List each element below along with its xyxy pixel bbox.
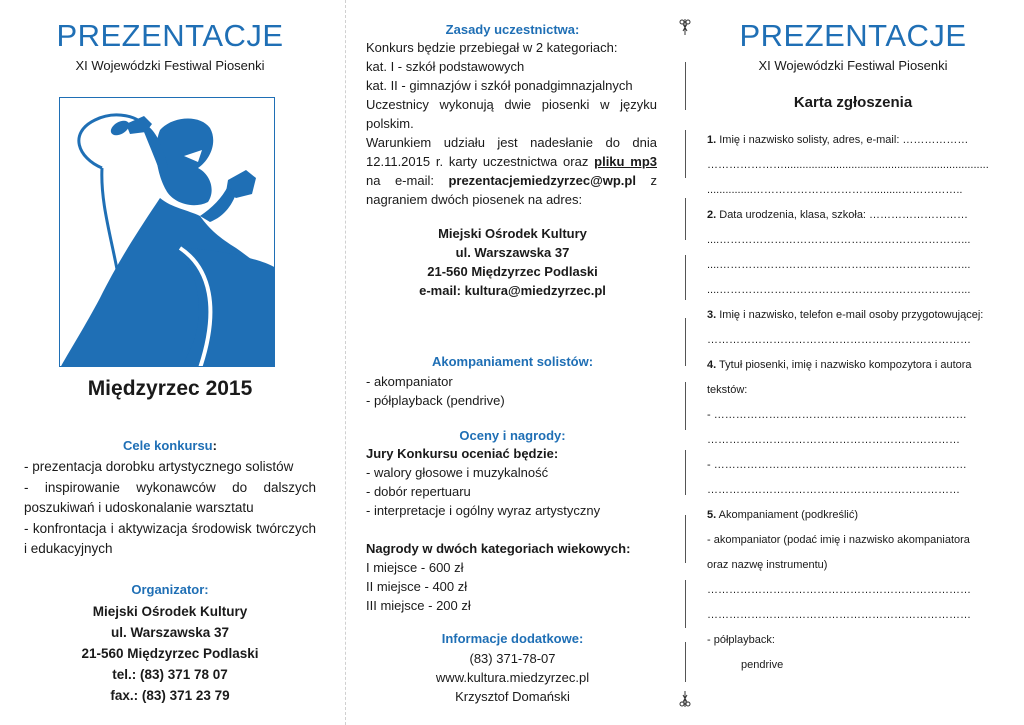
accompanist-option-cont: oraz nazwę instrumentu): [707, 559, 828, 571]
info-heading: Informacje dodatkowe:: [441, 631, 584, 646]
form-festival-title: PREZENTACJE: [739, 18, 967, 53]
participation-condition: Warunkiem udziału jest nadesłanie do dnia 12.11.2015 r. karty uczestnictwa oraz pliku mp3 na e-mail: prezentacjemiedzyrzec@wp.pl z nagraniem dwóch piosenek na adres:: [366, 135, 657, 207]
form-question-3: 3. Imię i nazwisko, telefon e-mail osoby przygotowującej:: [707, 309, 984, 321]
form-answer-line[interactable]: ...............…………………………….........……………..: [707, 184, 963, 196]
entry-form: [707, 128, 999, 678]
organizer-line: fax.: (83) 371 23 79: [110, 688, 230, 703]
left-panel: [0, 0, 345, 725]
halfplayback-value: pendrive: [741, 659, 784, 671]
organizer-heading: Organizator:: [131, 582, 209, 597]
halfplayback-option[interactable]: - półplayback:: [707, 634, 775, 646]
form-question-4-cont: tekstów:: [707, 384, 748, 396]
grades-block: Jury Konkursu oceniać będzie: - walory głosowe i muzykalność - dobór repertuaru - interpretacje i ogólny wyraz artystyczny Nagrody w dwóch kategoriach wiekowych: I miejsce - 600 zł II miejsce - 400 zł III miejsce - 200 zł: [366, 446, 631, 613]
middle-panel: [345, 0, 685, 725]
rules-heading: Zasady uczestnictwa:: [445, 22, 580, 37]
website-link[interactable]: www.kultura.miedzyrzec.pl: [435, 670, 590, 685]
form-answer-line[interactable]: ……………………………………………………………: [707, 434, 960, 446]
festival-title: PREZENTACJE: [56, 18, 284, 53]
grades-heading: Oceny i nagrody:: [459, 428, 566, 443]
mail-address: Miejski Ośrodek Kultury ul. Warszawska 37 21-560 Międzyrzec Podlaski e-mail: kultura@miedzyrzec.pl: [345, 224, 680, 300]
form-answer-line[interactable]: ……………………………………………………………: [707, 484, 960, 496]
mp3-link[interactable]: pliku mp3: [594, 154, 657, 169]
rules-line: Uczestnicy wykonują dwie piosenki w języku polskim.: [366, 97, 657, 131]
goal-item: - prezentacja dorobku artystycznego solistów: [24, 459, 294, 474]
organizer-line: ul. Warszawska 37: [110, 625, 230, 640]
contest-email[interactable]: prezentacjemiedzyrzec@wp.pl: [448, 173, 636, 188]
rules-line: Konkurs będzie przebiegał w 2 kategoriach:: [366, 40, 618, 55]
goal-item: - konfrontacja i aktywizacja środowisk twórczych i edukacyjnych: [24, 520, 316, 556]
form-answer-line[interactable]: …………………...................................................................: [707, 159, 989, 171]
form-question-2: 2. Data urodzenia, klasa, szkoła: ………………………: [707, 209, 969, 221]
accompanist-option[interactable]: - akompaniator (podać imię i nazwisko akompaniatora: [707, 534, 970, 546]
organizer-line: 21-560 Międzyrzec Podlaski: [81, 646, 259, 661]
form-answer-line[interactable]: ....…………………………………………………………...: [707, 259, 971, 271]
goal-item: - inspirowanie wykonawców do dalszych poszukiwań i udoskonalanie warsztatu: [24, 479, 316, 515]
form-answer-line[interactable]: ....…………………………………………………………...: [707, 234, 971, 246]
organizer-block: [0, 601, 340, 706]
form-answer-line[interactable]: ………………………………………………………………: [707, 609, 971, 621]
rules-line: kat. I - szkół podstawowych: [366, 59, 525, 74]
form-answer-line[interactable]: - ……………………………………………………………: [707, 409, 967, 421]
place-year: Międzyrzec 2015: [87, 377, 253, 400]
form-festival-subtitle: XI Wojewódzki Festiwal Piosenki: [758, 58, 948, 73]
organizer-line: tel.: (83) 371 78 07: [112, 667, 228, 682]
poster-frame: [59, 97, 275, 367]
festival-subtitle: XI Wojewódzki Festiwal Piosenki: [75, 58, 265, 73]
accompaniment-list: - akompaniator - półplayback (pendrive): [366, 374, 505, 408]
rules-line: kat. II - gimnazjów i szkół ponadgimnazjalnych: [366, 78, 633, 93]
form-title: Karta zgłoszenia: [793, 94, 913, 111]
form-answer-line[interactable]: ………………………………………………………………: [707, 584, 971, 596]
goals-heading: Cele konkursu:: [123, 438, 217, 453]
goals-list: [24, 457, 316, 560]
right-panel: [685, 0, 1024, 725]
form-answer-line[interactable]: - ……………………………………………………………: [707, 459, 967, 471]
form-answer-line[interactable]: ....…………………………………………………………...: [707, 284, 971, 296]
form-question-4: 4. Tytuł piosenki, imię i nazwisko kompozytora i autora: [707, 359, 972, 371]
rules-block: [366, 38, 657, 209]
form-question-5: 5. Akompaniament (podkreślić): [707, 509, 859, 521]
form-answer-line[interactable]: ………………………………………………………………: [707, 334, 971, 346]
organizer-line: Miejski Ośrodek Kultury: [92, 604, 248, 619]
accompaniment-heading: Akompaniament solistów:: [431, 354, 594, 369]
form-question-1: 1. Imię i nazwisko solisty, adres, e-mail: ………………: [707, 134, 969, 146]
address-email[interactable]: e-mail: kultura@miedzyrzec.pl: [419, 283, 606, 298]
singer-illustration: [60, 98, 275, 367]
info-block: (83) 371-78-07 www.kultura.miedzyrzec.pl Krzysztof Domański: [345, 649, 680, 706]
